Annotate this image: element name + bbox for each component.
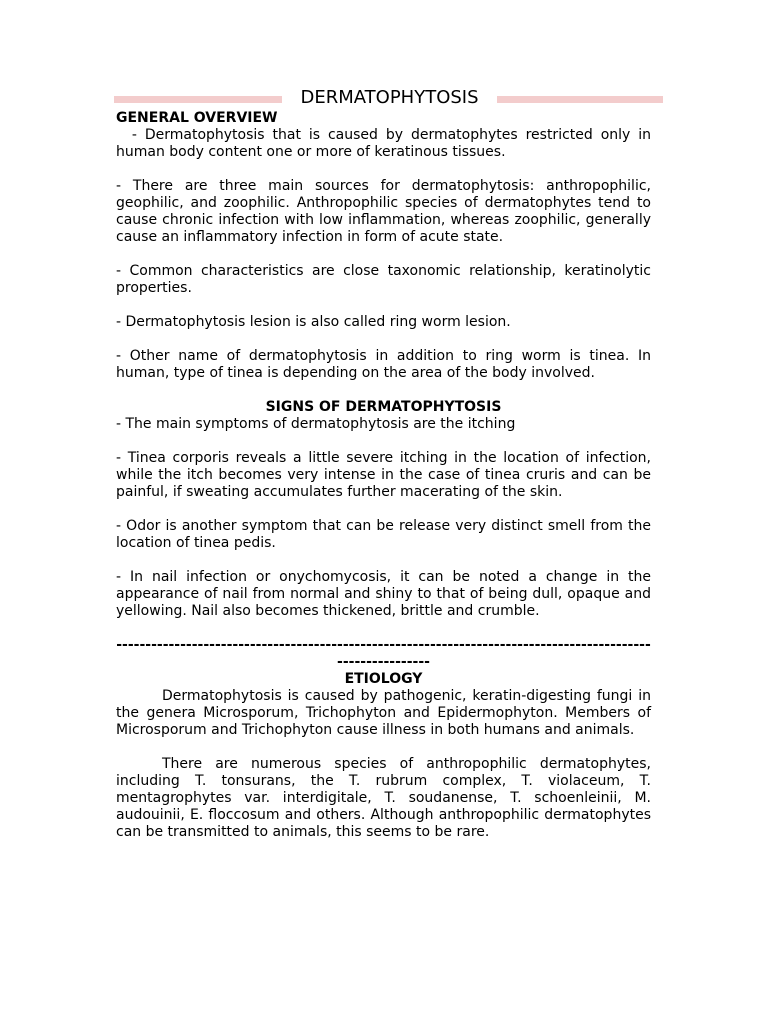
heading-general-overview: GENERAL OVERVIEW bbox=[116, 110, 278, 126]
signs-paragraph-1: - The main symptoms of dermatophytosis are the itching bbox=[116, 416, 516, 432]
title-row bbox=[114, 86, 663, 110]
signs-paragraph-2: - Tinea corporis reveals a little severe itching in the location of infection, while the itch becomes very intense in the case of tinea cruris and can be painful, if sweating accumulates further macerating of the skin. bbox=[116, 450, 651, 500]
document-title: DERMATOPHYTOSIS bbox=[285, 87, 494, 109]
signs-paragraph-4: - In nail infection or onychomycosis, it can be noted a change in the appearance of nail from normal and shiny to that of being dull, opaque and yellowing. Nail also becomes thickened, brittle and crumble. bbox=[116, 569, 651, 619]
heading-signs: SIGNS OF DERMATOPHYTOSIS bbox=[265, 399, 502, 415]
heading-etiology: ETIOLOGY bbox=[344, 671, 423, 687]
etiology-paragraph-1: Dermatophytosis is caused by pathogenic, keratin-digesting fungi in the genera Microsporum, Trichophyton and Epidermophyton. Members of Microsporum and Trichophyton cause illness in both humans and animals. bbox=[116, 688, 651, 738]
overview-paragraph-5: - Other name of dermatophytosis in addition to ring worm is tinea. In human, type of tinea is depending on the area of the body involved. bbox=[116, 348, 651, 381]
overview-paragraph-3: - Common characteristics are close taxonomic relationship, keratinolytic properties. bbox=[116, 263, 651, 296]
overview-paragraph-1: - Dermatophytosis that is caused by dermatophytes restricted only in human body content one or more of keratinous tissues. bbox=[116, 127, 656, 160]
overview-paragraph-4: - Dermatophytosis lesion is also called ring worm lesion. bbox=[116, 314, 511, 330]
title-decor-bar-right bbox=[497, 96, 663, 103]
title-decor-bar-left bbox=[114, 96, 282, 103]
etiology-paragraph-2: There are numerous species of anthropophilic dermatophytes, including T. tonsurans, the T. rubrum complex, T. violaceum, T. mentagrophytes var. interdigitale, T. soudanense, T. schoenleinii, M. audouinii, E. floccosum and others. Although anthropophilic dermatophytes can be transmitted to animals, this seems to be rare. bbox=[116, 756, 651, 840]
signs-paragraph-3: - Odor is another symptom that can be release very distinct smell from the location of tinea pedis. bbox=[116, 518, 651, 551]
section-divider: ------------------------------------------------------------------------------------------------------------ bbox=[116, 637, 651, 670]
overview-paragraph-2: - There are three main sources for dermatophytosis: anthropophilic, geophilic, and zoophilic. Anthropophilic species of dermatophytes tend to cause chronic infection with low inflammation, whereas zoophilic, generally cause an inflammatory infection in form of acute state. bbox=[116, 178, 651, 245]
document-page bbox=[116, 86, 656, 841]
